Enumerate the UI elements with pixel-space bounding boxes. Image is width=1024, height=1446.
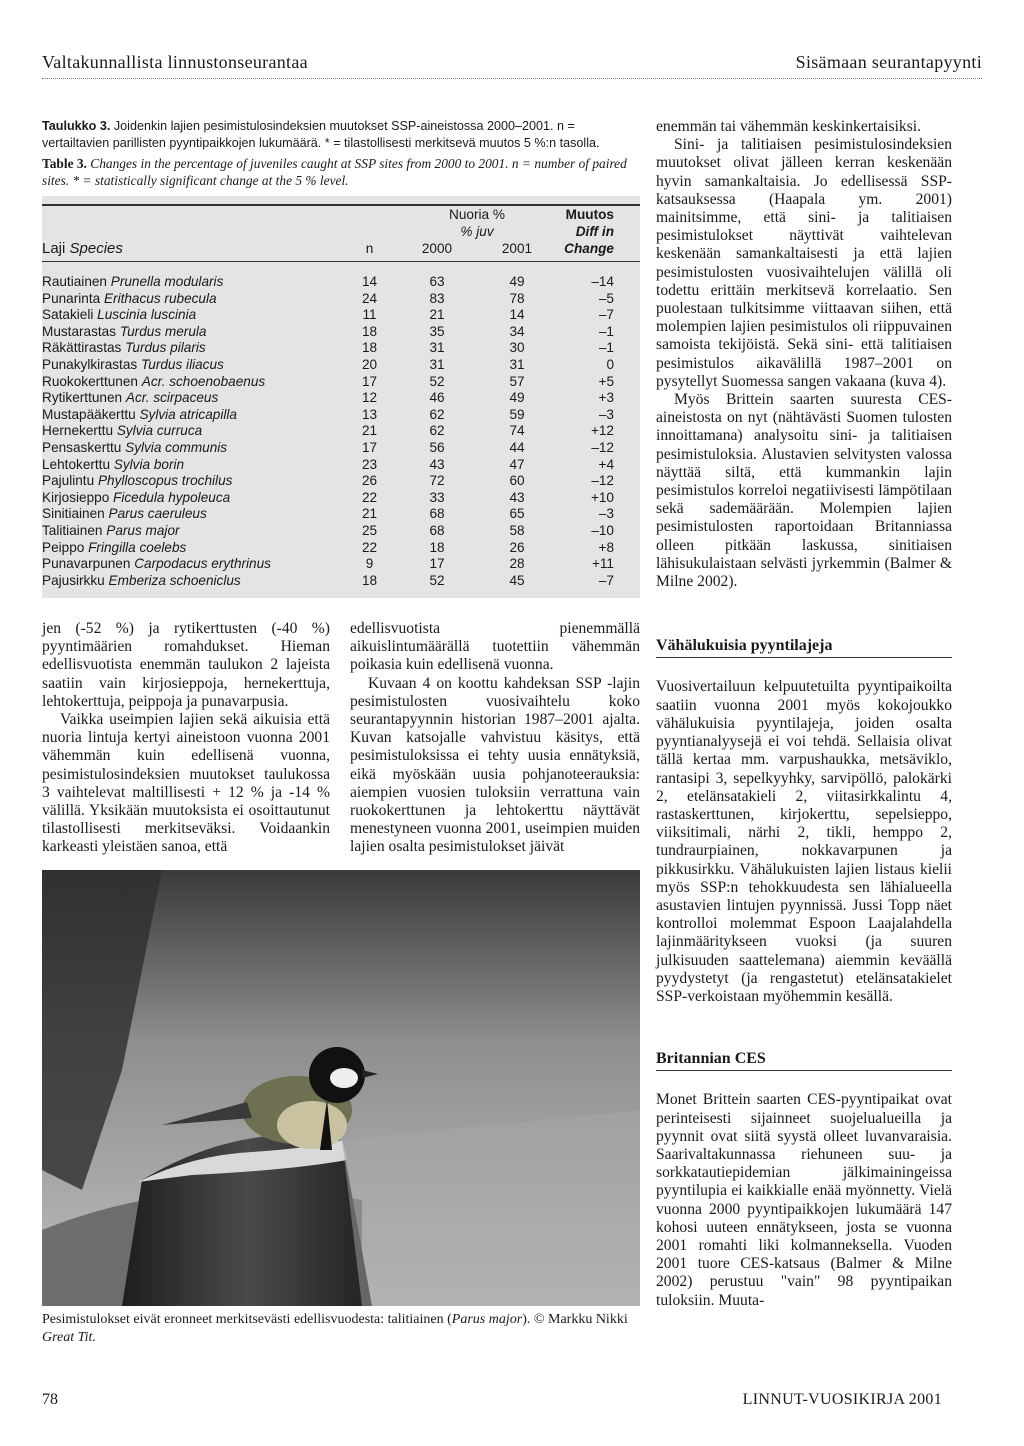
table-row bbox=[42, 473, 640, 490]
cell-2000: 21 bbox=[429, 307, 445, 323]
species-name: Ruokokerttunen Acr. schoenobaenus bbox=[42, 373, 266, 389]
cell-2001: 78 bbox=[509, 290, 525, 306]
paragraph: enemmän tai vähemmän keskinkertaisiksi. bbox=[656, 118, 922, 135]
table-caption-en: Table 3. Changes in the percentage of juveniles caught at SSP sites from 2000 to 2001. n = number of paired sites. * = statistically significant change at the 5 % level. bbox=[42, 156, 627, 188]
cell-2001: 44 bbox=[509, 439, 525, 455]
paragraph: Kuvaan 4 on koottu kahdeksan SSP -lajin pesimistulosten vuosivaihtelu koko seurantapyynnin historian 1987–2001 ajalta. Kuvan katsojalle vahvistuu käsitys, että pesimistuloksissa ei tehty uusia ennätyksiä, eikä myöskään uusia pohjanoteerauksia: aiempien vuosien tuloksiin verrattuna vain ruokokerttunen ja lehtokerttu näyttävät menestyneen vuonna 2001, useimpien muiden lajien osalta pesimistulokset jäivät bbox=[350, 674, 640, 856]
species-name: Rautiainen Prunella modularis bbox=[42, 274, 224, 289]
cell-2000: 31 bbox=[429, 356, 445, 372]
table-row bbox=[42, 423, 640, 440]
cell-n: 22 bbox=[361, 489, 378, 505]
table-row bbox=[42, 540, 640, 557]
cell-change: +10 bbox=[590, 489, 614, 505]
species-name: Lehtokerttu Sylvia borin bbox=[42, 456, 185, 472]
species-name: Pensaskerttu Sylvia communis bbox=[42, 439, 228, 455]
cell-2000: 62 bbox=[429, 423, 445, 439]
cell-2000: 72 bbox=[429, 473, 445, 489]
cell-2001: 14 bbox=[509, 307, 525, 323]
table-row bbox=[42, 307, 640, 324]
cell-n: 23 bbox=[361, 456, 378, 472]
cell-n: 21 bbox=[361, 423, 378, 439]
species-table-body bbox=[42, 274, 640, 589]
cell-2000: 83 bbox=[429, 290, 445, 306]
cell-change: +8 bbox=[598, 539, 614, 555]
header-diff: Diff in bbox=[575, 224, 614, 239]
cell-2001: 31 bbox=[509, 356, 525, 372]
cell-2001: 43 bbox=[509, 489, 525, 505]
cell-n: 17 bbox=[361, 439, 378, 455]
cell-2001: 59 bbox=[509, 406, 525, 422]
species-name: Sinitiainen Parus caeruleus bbox=[42, 506, 207, 522]
paragraph: Vuosivertailuun kelpuutetuilta pyyntipaikoilta saatiin vuonna 2001 myös kokojoukko vähälukuisia pyyntilajeja, joiden osalta pyyntianalyysejä ei voi tehdä. Sellaisia olivat tällä kertaa mm. varpushaukka, metsäviklo, rantasipi 3, sepelkyyhky, sarvipöllö, palokärki 2, etelänsatakieli 2, viitasirkkalintu 4, rastaskerttunen, kirjokerttu, sepelsieppo, viiksitimali, närhi 2, tikli, hemppo 2, tundraurpiainen, nokkavarpunen ja pikkusirkku. Vähälukuisten lajien listaus kielii myös SSP:n tehokkuudesta sen lähialueella asustavien lintujen pyynnissä. Jussi Topp näet kontrolloi molemmat Espoon Laajalahdella lajinmääritykseen vuoksi (ja suuren julkisuuden saattelemana) aiemmin keväällä pyydystetyt (ja rengastetut) etelänsatakielet SSP-verkoistaan myöhemmin kesällä. bbox=[656, 678, 952, 1005]
cell-2001: 47 bbox=[509, 456, 525, 472]
cell-2000: 46 bbox=[429, 390, 445, 406]
cell-change: –12 bbox=[591, 473, 614, 489]
cell-n: 9 bbox=[365, 556, 374, 572]
cell-2001: 26 bbox=[509, 539, 525, 555]
table-row bbox=[42, 490, 640, 507]
cell-2000: 56 bbox=[429, 439, 445, 455]
cell-2000: 63 bbox=[429, 274, 445, 289]
cell-2000: 35 bbox=[429, 323, 445, 339]
text-column-1 bbox=[42, 620, 330, 857]
cell-change: –1 bbox=[598, 340, 614, 356]
species-name: Pajulintu Phylloscopus trochilus bbox=[42, 473, 233, 489]
paragraph: jen (-52 %) ja rytikerttusten (-40 %) pyyntimäärien romahdukset. Hieman edellisvuotista enemmän taulukon 2 lajeista saatiin vain kirjosieppoja, hernekerttuja, lehtokerttuja, peippoja ja punavarpusia. bbox=[42, 620, 330, 710]
table-caption-fi: Taulukko 3. Joidenkin lajien pesimistulosindeksien muutokset SSP-aineistossa 2000–2001. n = vertailtavien parillisten pyyntipaikkojen lukumäärä. * = tilastollisesti merkitsevä muutos 5 %:n tasolla. bbox=[42, 119, 600, 150]
species-name: Räkättirastas Turdus pilaris bbox=[42, 340, 206, 356]
header-nuoria: Nuoria % bbox=[449, 207, 505, 222]
text-column-3 bbox=[656, 118, 952, 1310]
cell-n: 11 bbox=[362, 307, 377, 323]
paragraph: Vaikka useimpien lajien sekä aikuisia että nuoria lintuja kertyi aineistoon vuonna 2001 vähemmän kuin edellisenä vuonna, pesimistulosindeksien muutokset taulukossa 3 vaihtelevat maltillisesti + 12 % ja -14 % välillä. Yksikään muutoksista ei osoittautunut tilastollisesti merkitseväksi. Voidaankin karkeasti yleistäen sanoa, että bbox=[42, 711, 330, 856]
cell-2001: 30 bbox=[509, 340, 525, 356]
species-name: Mustarastas Turdus merula bbox=[42, 323, 207, 339]
cell-2000: 68 bbox=[429, 522, 445, 538]
cell-n: 24 bbox=[361, 290, 378, 306]
paragraph: edellisvuotista pienemmällä aikuislintumäärällä tuotettiin vähemmän poikasia kuin edellisenä vuonna. bbox=[350, 620, 640, 674]
section-heading-britannian-ces: Britannian CES bbox=[656, 1050, 952, 1071]
text-column-2 bbox=[350, 620, 640, 857]
cell-change: –3 bbox=[598, 506, 614, 522]
cell-2001: 49 bbox=[509, 390, 525, 406]
cell-2001: 34 bbox=[509, 323, 525, 339]
page-number: 78 bbox=[42, 1391, 58, 1408]
table-row bbox=[42, 324, 640, 341]
species-name: Mustapääkerttu Sylvia atricapilla bbox=[42, 406, 237, 422]
header-juv: % juv bbox=[460, 224, 494, 239]
species-name: Punakylkirastas Turdus iliacus bbox=[42, 356, 224, 372]
table-row bbox=[42, 440, 640, 457]
cell-n: 14 bbox=[361, 274, 378, 289]
cell-n: 13 bbox=[361, 406, 378, 422]
great-tit-photo bbox=[42, 870, 640, 1306]
cell-change: +11 bbox=[591, 556, 614, 572]
cell-n: 25 bbox=[361, 522, 378, 538]
header-muutos: Muutos bbox=[565, 207, 614, 222]
species-name: Kirjosieppo Ficedula hypoleuca bbox=[42, 489, 231, 505]
header-laji: Laji Species bbox=[42, 240, 123, 257]
table-row bbox=[42, 407, 640, 424]
cell-2001: 65 bbox=[509, 506, 525, 522]
species-name: Talitiainen Parus major bbox=[42, 522, 180, 538]
table-row bbox=[42, 374, 640, 391]
cell-2000: 52 bbox=[429, 572, 445, 588]
cell-2001: 49 bbox=[509, 274, 525, 289]
table-row bbox=[42, 506, 640, 523]
cell-change: +3 bbox=[598, 390, 614, 406]
table-row bbox=[42, 457, 640, 474]
cell-change: –7 bbox=[598, 307, 614, 323]
cell-2000: 43 bbox=[429, 456, 445, 472]
cell-n: 18 bbox=[361, 572, 378, 588]
table-row bbox=[42, 523, 640, 540]
running-header bbox=[42, 52, 982, 79]
species-table bbox=[42, 204, 640, 589]
cell-change: +5 bbox=[598, 373, 614, 389]
cell-2001: 60 bbox=[509, 473, 525, 489]
cell-2000: 52 bbox=[429, 373, 445, 389]
table-row bbox=[42, 340, 640, 357]
species-name: Punarinta Erithacus rubecula bbox=[42, 290, 217, 306]
cell-change: –14 bbox=[591, 274, 614, 289]
cell-2001: 74 bbox=[509, 423, 525, 439]
cell-2001: 45 bbox=[509, 572, 525, 588]
cell-n: 18 bbox=[361, 323, 378, 339]
cell-change: –10 bbox=[591, 522, 614, 538]
cell-n: 26 bbox=[361, 473, 378, 489]
cell-change: –7 bbox=[598, 572, 614, 588]
cell-n: 17 bbox=[361, 373, 378, 389]
cell-n: 20 bbox=[361, 356, 378, 372]
paragraph: Monet Brittein saarten CES-pyyntipaikat ovat perinteisesti sijainneet suojelualueilla ja pyynnit ovat siitä syystä olleet luvanvaraisia. Saarivaltakunnassa riehuneen suu- ja sorkkatautiepidemian jälkimainingeissa pyyntilupia ei kaikkialle enää myönnetty. Vielä vuonna 2000 pyyntipaikkojen lukumäärä 147 kohosi uuteen ennätykseen, josta se vuonna 2001 romahti liki kolmanneksella. Vuoden 2001 tuore CES-katsaus (Balmer & Milne 2002) perustuu "vain" 98 pyyntipaikan tuloksiin. Muuta- bbox=[656, 1091, 952, 1309]
cell-2000: 62 bbox=[429, 406, 445, 422]
cell-change: 0 bbox=[606, 356, 614, 372]
species-name: Satakieli Luscinia luscinia bbox=[42, 307, 197, 323]
paragraph: Myös Brittein saarten suuresta CES-aineistosta on nyt (nähtävästi Suomen tulosten innoittamana) analysoitu sini- ja talitiaisen pesimistuloksia. Alustavien selvitysten valossa näyttää siltä, että kummankin lajin pesimistulos korreloi negatiivisesti lämpötilaan sekä sademäärään. Molempien lajien pesimistulosten raportoidaan Britanniassa olleen pitkään laskussa, sinitiaisen lähisukulaistaan selvästi jyrkemmin (Balmer & Milne 2002). bbox=[656, 391, 952, 591]
journal-name: LINNUT-VUOSIKIRJA 2001 bbox=[742, 1391, 942, 1408]
cell-change: –12 bbox=[591, 439, 614, 455]
paragraph: Sini- ja talitiaisen pesimistulosindeksien muutokset olivat jälleen kerran keskenään hyvin samankaltaisia. Jo edellisessä SSP-katsauksessa (Haapala ym. 2001) mainitsimme, että sini- ja talitiaisen pesimistulokset näyttivät vaihtelevan keskenään samankaltaisesti ja että lajien pesimistulosten vuosivaihtelujen välillä oli todettu erittäin merkitsevä korrelaatio. Sen puolestaan tulkitsimme viittaavan siihen, että molempien lajien pesimistulos oli riippuvainen samoista tekijöistä. Sekä sini- että talitiaisen pesimistulos aikavälillä 1987–2001 on pysytellyt Suomessa sangen vakaana (kuva 4). bbox=[656, 136, 952, 390]
species-name: Peippo Fringilla coelebs bbox=[42, 539, 187, 555]
cell-n: 21 bbox=[361, 506, 378, 522]
cell-change: –1 bbox=[598, 323, 614, 339]
cell-2000: 18 bbox=[429, 539, 445, 555]
cell-change: +4 bbox=[598, 456, 614, 472]
species-name: Rytikerttunen Acr. scirpaceus bbox=[42, 390, 219, 406]
cell-2001: 58 bbox=[509, 522, 525, 538]
table-caption bbox=[42, 118, 640, 192]
photo-caption: Pesimistulokset eivät eronneet merkitsevästi edellisvuodesta: talitiainen (Parus major). © Markku Nikki Great Tit. bbox=[42, 1312, 628, 1345]
cell-2001: 28 bbox=[509, 556, 525, 572]
cell-2001: 57 bbox=[509, 373, 525, 389]
cell-change: +12 bbox=[590, 423, 614, 439]
header-change: Change bbox=[564, 241, 614, 256]
bird-photo-illustration bbox=[42, 870, 640, 1306]
header-2001: 2001 bbox=[501, 241, 533, 256]
table-row bbox=[42, 357, 640, 374]
cell-2000: 68 bbox=[429, 506, 445, 522]
table-row bbox=[42, 556, 640, 573]
table-row bbox=[42, 573, 640, 590]
species-name: Punavarpunen Carpodacus erythrinus bbox=[42, 556, 271, 572]
header-left-title: Valtakunnallista linnustonseurantaa bbox=[42, 52, 308, 72]
table-row bbox=[42, 274, 640, 291]
header-n: n bbox=[365, 241, 374, 256]
cell-change: –5 bbox=[598, 290, 614, 306]
cell-n: 18 bbox=[361, 340, 378, 356]
header-right-title: Sisämaan seurantapyynti bbox=[795, 52, 982, 72]
cell-2000: 33 bbox=[429, 489, 445, 505]
cell-change: –3 bbox=[598, 406, 614, 422]
cell-2000: 31 bbox=[429, 340, 445, 356]
table-row bbox=[42, 291, 640, 308]
section-heading-vahalukuisia: Vähälukuisia pyyntilajeja bbox=[656, 637, 952, 658]
photo-caption-en: Great Tit. bbox=[42, 1330, 96, 1345]
species-name: Pajusirkku Emberiza schoeniclus bbox=[42, 572, 241, 588]
cell-2000: 17 bbox=[429, 556, 445, 572]
cell-n: 12 bbox=[361, 390, 378, 406]
cell-n: 22 bbox=[361, 539, 378, 555]
header-2000: 2000 bbox=[421, 241, 453, 256]
species-name: Hernekerttu Sylvia curruca bbox=[42, 423, 203, 439]
table-row bbox=[42, 390, 640, 407]
table-panel bbox=[42, 196, 640, 598]
